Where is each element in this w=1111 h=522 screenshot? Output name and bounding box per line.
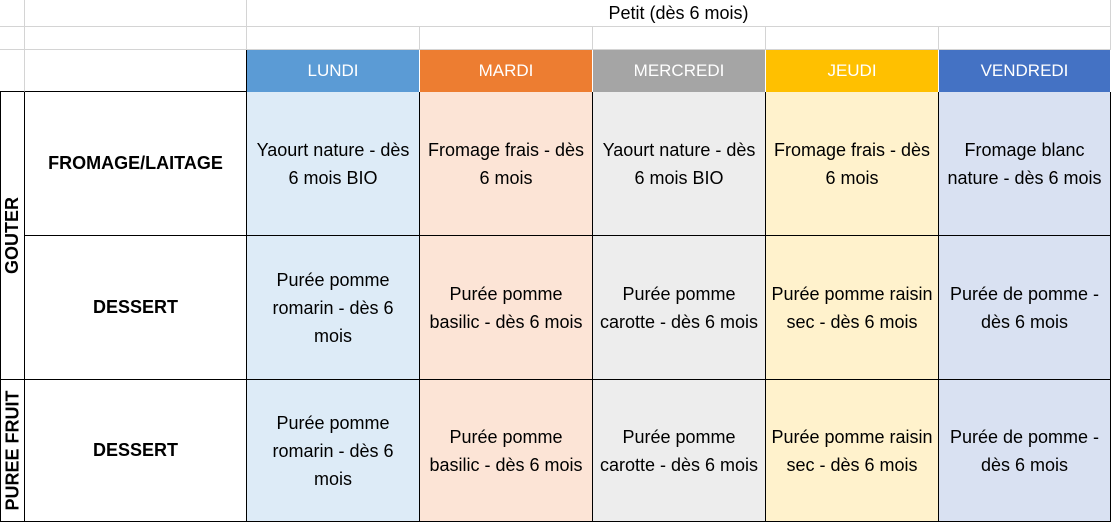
empty-cell[interactable] (25, 27, 247, 50)
group-label-text: GOUTER (2, 196, 23, 275)
day-header-mercredi[interactable]: MERCREDI (593, 50, 766, 92)
category-dessert[interactable]: DESSERT (25, 380, 247, 522)
menu-cell[interactable]: Yaourt nature - dès 6 mois BIO (593, 92, 766, 236)
menu-cell[interactable]: Purée de pomme - dès 6 mois (939, 236, 1111, 380)
category-dessert[interactable]: DESSERT (25, 236, 247, 380)
day-header-lundi[interactable]: LUNDI (247, 50, 420, 92)
menu-cell[interactable]: Fromage blanc nature - dès 6 mois (939, 92, 1111, 236)
menu-cell[interactable]: Fromage frais - dès 6 mois (420, 92, 593, 236)
empty-cell[interactable] (593, 27, 766, 50)
empty-cell[interactable] (766, 27, 939, 50)
menu-cell[interactable]: Purée de pomme - dès 6 mois (939, 380, 1111, 522)
empty-cell[interactable] (0, 0, 25, 27)
menu-cell[interactable]: Purée pomme carotte - dès 6 mois (593, 380, 766, 522)
day-header-mardi[interactable]: MARDI (420, 50, 593, 92)
group-label-gouter[interactable] (0, 92, 25, 380)
empty-cell[interactable] (25, 50, 247, 92)
menu-cell[interactable]: Purée pomme carotte - dès 6 mois (593, 236, 766, 380)
group-label-text: PUREE FRUIT (2, 390, 23, 511)
day-header-vendredi[interactable]: VENDREDI (939, 50, 1111, 92)
menu-cell[interactable]: Purée pomme romarin - dès 6 mois (247, 380, 420, 522)
menu-cell[interactable]: Purée pomme raisin sec - dès 6 mois (766, 236, 939, 380)
empty-cell[interactable] (0, 27, 25, 50)
empty-cell[interactable] (247, 27, 420, 50)
menu-title: Petit (dès 6 mois) (247, 0, 1111, 27)
menu-cell[interactable]: Purée pomme basilic - dès 6 mois (420, 236, 593, 380)
menu-cell[interactable]: Purée pomme basilic - dès 6 mois (420, 380, 593, 522)
menu-cell[interactable]: Purée pomme raisin sec - dès 6 mois (766, 380, 939, 522)
empty-cell[interactable] (939, 27, 1111, 50)
menu-cell[interactable]: Purée pomme romarin - dès 6 mois (247, 236, 420, 380)
category-fromage-laitage[interactable]: FROMAGE/LAITAGE (25, 92, 247, 236)
empty-cell[interactable] (420, 27, 593, 50)
empty-cell[interactable] (25, 0, 247, 27)
menu-cell[interactable]: Yaourt nature - dès 6 mois BIO (247, 92, 420, 236)
group-label-puree-fruit[interactable] (0, 380, 25, 522)
menu-cell[interactable]: Fromage frais - dès 6 mois (766, 92, 939, 236)
empty-cell[interactable] (0, 50, 25, 92)
day-header-jeudi[interactable]: JEUDI (766, 50, 939, 92)
